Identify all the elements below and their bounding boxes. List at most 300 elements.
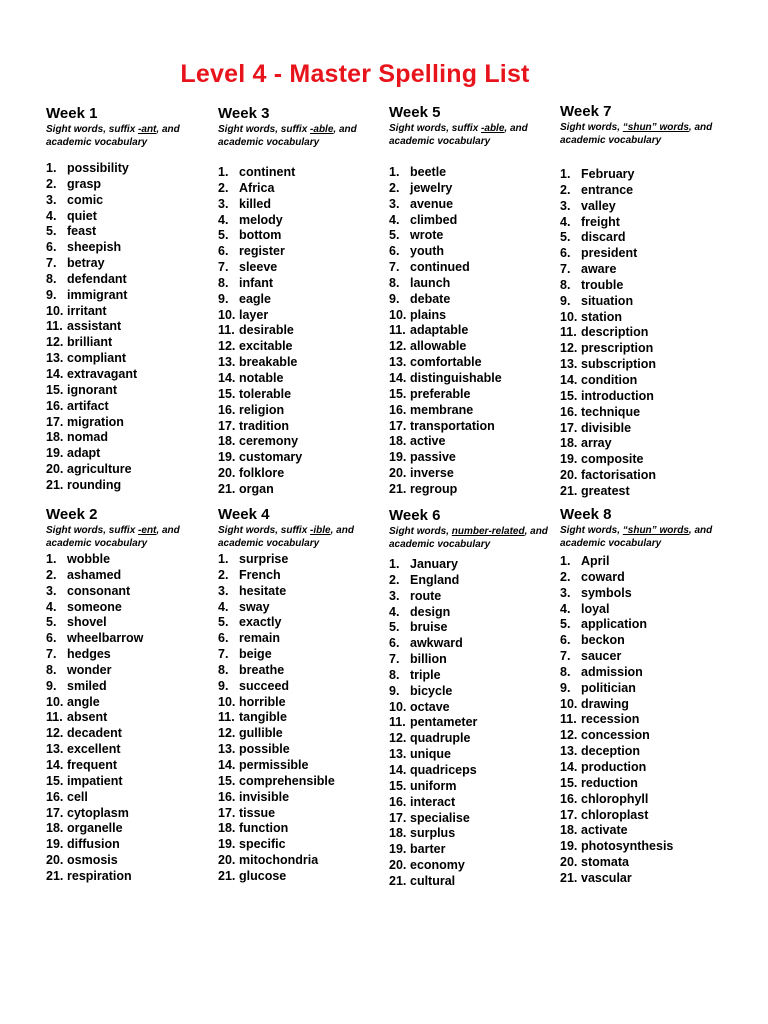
word-text: coward (581, 569, 625, 584)
word-number: 3. (389, 196, 400, 211)
word-number: 2. (218, 180, 229, 195)
word-number: 12. (218, 339, 236, 354)
word-item (46, 256, 218, 272)
word-text: prescription (581, 341, 654, 356)
word-item (46, 695, 218, 711)
word-item (389, 811, 561, 827)
word-item (560, 649, 732, 665)
word-number: 8. (560, 277, 571, 292)
word-number: 5. (560, 617, 571, 632)
week-subtitle (389, 526, 561, 551)
word-text: unique (410, 747, 451, 762)
word-text: factorisation (581, 468, 657, 483)
word-item (560, 712, 732, 728)
word-number: 2. (560, 569, 571, 584)
page-title: Level 4 - Master Spelling List (180, 60, 530, 88)
word-item (389, 779, 561, 795)
word-number: 2. (46, 567, 57, 582)
word-item (389, 371, 561, 387)
word-item (46, 383, 218, 399)
word-text: bicycle (410, 683, 453, 698)
word-item (46, 430, 218, 446)
word-number: 9. (560, 680, 571, 695)
word-item (218, 323, 390, 339)
word-number: 9. (46, 678, 57, 693)
word-item (389, 573, 561, 589)
word-text: vascular (581, 870, 632, 885)
word-text: symbols (581, 585, 632, 600)
word-number: 20. (46, 853, 64, 868)
word-text: beckon (581, 633, 625, 648)
word-text: quadruple (410, 731, 471, 746)
word-item (560, 341, 732, 357)
word-item (46, 726, 218, 742)
word-item (389, 652, 561, 668)
word-number: 17. (560, 420, 578, 435)
word-text: frequent (67, 757, 117, 772)
word-item (560, 436, 732, 452)
word-number: 19. (560, 452, 578, 467)
word-item (218, 869, 390, 885)
word-item (218, 631, 390, 647)
word-item (389, 339, 561, 355)
word-item (389, 700, 561, 716)
word-item (389, 419, 561, 435)
word-text: surplus (410, 826, 456, 841)
word-item (560, 871, 732, 887)
word-item (560, 808, 732, 824)
word-item (389, 213, 561, 229)
word-text: osmosis (67, 853, 118, 868)
word-item (560, 468, 732, 484)
subtitle-part: number-related (451, 526, 525, 537)
word-text: remain (239, 631, 280, 646)
word-text: sleeve (239, 260, 278, 275)
word-text: adaptable (410, 323, 469, 338)
word-number: 15. (560, 775, 578, 790)
word-number: 11. (560, 712, 577, 727)
word-number: 17. (389, 418, 407, 433)
word-item (218, 292, 390, 308)
subtitle-part: , and academic vocabulary (560, 525, 713, 549)
word-text: saucer (581, 649, 622, 664)
word-text: drawing (581, 696, 629, 711)
word-number: 11. (46, 710, 63, 725)
week-title: Week 2 (46, 506, 98, 523)
word-number: 5. (46, 615, 57, 630)
word-text: technique (581, 404, 641, 419)
word-text: politician (581, 680, 636, 695)
word-item (560, 776, 732, 792)
word-number: 21. (218, 868, 236, 883)
word-item (218, 806, 390, 822)
word-text: respiration (67, 868, 132, 883)
word-text: comfortable (410, 355, 482, 370)
word-number: 15. (560, 388, 578, 403)
word-text: uniform (410, 778, 457, 793)
word-item (46, 647, 218, 663)
word-number: 6. (389, 244, 400, 259)
word-number: 4. (389, 212, 400, 227)
word-text: function (239, 821, 289, 836)
word-text: discard (581, 230, 626, 245)
subtitle-part: , and academic vocabulary (218, 124, 357, 148)
word-number: 18. (560, 436, 578, 451)
word-item (389, 715, 561, 731)
word-list (389, 557, 561, 890)
word-item (46, 288, 218, 304)
word-text: England (410, 572, 460, 587)
word-text: hesitate (239, 583, 287, 598)
word-item (389, 482, 561, 498)
word-text: absent (67, 710, 108, 725)
word-text: deception (581, 744, 641, 759)
word-item (46, 177, 218, 193)
word-item (46, 821, 218, 837)
word-number: 14. (560, 759, 578, 774)
word-number: 13. (389, 355, 407, 370)
word-number: 14. (389, 370, 407, 385)
word-item (218, 387, 390, 403)
word-number: 7. (46, 256, 57, 271)
subtitle-part: Sight words, (560, 525, 623, 536)
word-text: surprise (239, 552, 289, 566)
word-number: 6. (560, 633, 571, 648)
word-item (46, 600, 218, 616)
word-item (46, 161, 218, 177)
word-number: 20. (560, 855, 578, 870)
word-item (46, 584, 218, 600)
word-number: 12. (46, 335, 64, 350)
word-number: 18. (389, 826, 407, 841)
word-number: 12. (218, 726, 236, 741)
word-text: president (581, 246, 638, 261)
word-list (560, 554, 732, 887)
word-text: application (581, 617, 647, 632)
word-number: 20. (560, 468, 578, 483)
word-number: 2. (218, 567, 229, 582)
word-item (389, 308, 561, 324)
word-number: 19. (389, 450, 407, 465)
word-item (46, 615, 218, 631)
word-item (218, 758, 390, 774)
word-item (389, 450, 561, 466)
word-text: tradition (239, 418, 289, 433)
word-number: 14. (46, 757, 64, 772)
word-item (46, 552, 218, 568)
word-text: nomad (67, 430, 108, 445)
word-text: chloroplast (581, 807, 649, 822)
word-number: 5. (218, 615, 229, 630)
word-text: invisible (239, 789, 290, 804)
word-number: 14. (218, 757, 236, 772)
word-item (389, 747, 561, 763)
word-item (560, 855, 732, 871)
word-item (46, 240, 218, 256)
word-text: passive (410, 450, 456, 465)
word-text: grasp (67, 176, 102, 191)
word-text: quiet (67, 208, 97, 223)
word-item (46, 272, 218, 288)
word-text: reduction (581, 775, 638, 790)
word-item (560, 617, 732, 633)
word-text: launch (410, 275, 451, 290)
word-text: customary (239, 450, 303, 465)
word-item (46, 193, 218, 209)
word-item (560, 744, 732, 760)
word-text: route (410, 588, 442, 603)
word-item (218, 276, 390, 292)
word-item (560, 389, 732, 405)
word-number: 1. (46, 161, 57, 175)
word-item (218, 228, 390, 244)
word-item (389, 795, 561, 811)
subtitle-part: , and academic vocabulary (389, 123, 528, 147)
word-text: permissible (239, 757, 309, 772)
word-number: 10. (389, 307, 407, 322)
word-number: 8. (389, 667, 400, 682)
word-item (560, 602, 732, 618)
word-item (389, 589, 561, 605)
word-item (218, 774, 390, 790)
word-text: youth (410, 244, 445, 259)
word-item (389, 763, 561, 779)
word-number: 21. (560, 870, 578, 885)
word-text: introduction (581, 388, 654, 403)
word-number: 17. (389, 810, 407, 825)
word-number: 2. (560, 182, 571, 197)
word-number: 9. (389, 683, 400, 698)
word-text: shovel (67, 615, 107, 630)
word-item (46, 663, 218, 679)
word-text: stomata (581, 855, 629, 870)
word-item (218, 482, 390, 498)
word-number: 21. (389, 873, 407, 888)
word-number: 16. (46, 789, 64, 804)
word-text: economy (410, 858, 465, 873)
word-text: Africa (239, 180, 275, 195)
word-item (389, 260, 561, 276)
word-number: 14. (218, 370, 236, 385)
word-text: infant (239, 275, 274, 290)
word-text: consonant (67, 583, 131, 598)
word-number: 21. (46, 477, 64, 492)
word-number: 6. (46, 240, 57, 255)
week-subtitle (560, 525, 732, 550)
word-number: 13. (389, 747, 407, 762)
word-number: 7. (218, 260, 229, 275)
word-text: array (581, 436, 612, 451)
subtitle-part: Sight words, suffix (218, 525, 311, 536)
week-subtitle (218, 525, 390, 550)
word-number: 16. (560, 404, 578, 419)
word-number: 8. (46, 271, 57, 286)
word-text: awkward (410, 636, 463, 651)
word-number: 17. (218, 418, 236, 433)
word-text: jewelry (410, 180, 453, 195)
word-text: assistant (67, 319, 122, 334)
word-number: 19. (389, 842, 407, 857)
word-number: 8. (46, 662, 57, 677)
word-text: someone (67, 599, 122, 614)
week-8-block (560, 506, 732, 887)
word-text: compliant (67, 351, 127, 366)
word-text: specific (239, 837, 286, 852)
word-text: rounding (67, 477, 122, 492)
word-number: 17. (46, 414, 64, 429)
word-item (46, 319, 218, 335)
word-item (46, 415, 218, 431)
word-text: ashamed (67, 567, 122, 582)
word-item (560, 246, 732, 262)
word-text: irritant (67, 303, 107, 318)
word-text: migration (67, 414, 124, 429)
word-text: transportation (410, 418, 495, 433)
word-text: organ (239, 481, 274, 496)
word-number: 20. (389, 858, 407, 873)
word-number: 9. (389, 291, 400, 306)
word-item (218, 419, 390, 435)
word-text: comprehensible (239, 773, 335, 788)
word-number: 4. (560, 214, 571, 229)
word-number: 7. (560, 262, 571, 277)
word-number: 21. (46, 868, 64, 883)
word-number: 4. (560, 601, 571, 616)
word-item (389, 826, 561, 842)
word-text: admission (581, 664, 643, 679)
word-item (389, 731, 561, 747)
word-text: glucose (239, 868, 287, 883)
week-7-block (560, 103, 732, 500)
word-number: 7. (560, 649, 571, 664)
word-number: 12. (560, 728, 578, 743)
word-item (389, 276, 561, 292)
word-item (218, 403, 390, 419)
word-text: February (581, 167, 635, 181)
word-item (218, 837, 390, 853)
week-subtitle (560, 122, 732, 147)
word-number: 19. (560, 839, 578, 854)
word-text: tissue (239, 805, 276, 820)
word-item (218, 710, 390, 726)
word-text: tangible (239, 710, 287, 725)
word-number: 15. (389, 778, 407, 793)
word-number: 8. (389, 275, 400, 290)
word-item (560, 215, 732, 231)
word-number: 16. (218, 402, 236, 417)
word-item (46, 568, 218, 584)
word-number: 3. (46, 583, 57, 598)
word-item (218, 821, 390, 837)
word-text: activate (581, 823, 628, 838)
word-number: 8. (218, 275, 229, 290)
word-number: 18. (389, 434, 407, 449)
word-item (46, 478, 218, 494)
word-text: extravagant (67, 366, 138, 381)
word-item (389, 181, 561, 197)
word-number: 4. (389, 604, 400, 619)
subtitle-part: -able (310, 124, 334, 135)
word-text: French (239, 567, 281, 582)
week-title: Week 4 (218, 506, 270, 523)
word-text: feast (67, 224, 97, 239)
subtitle-part: Sight words, (560, 122, 623, 133)
word-item (389, 874, 561, 890)
word-number: 15. (218, 386, 236, 401)
word-item (389, 684, 561, 700)
word-number: 1. (46, 552, 57, 566)
subtitle-part: Sight words, suffix (46, 525, 139, 536)
word-text: membrane (410, 402, 474, 417)
word-number: 16. (389, 794, 407, 809)
word-number: 16. (389, 402, 407, 417)
subtitle-part: Sight words, suffix (218, 124, 311, 135)
word-number: 13. (218, 355, 236, 370)
word-text: mitochondria (239, 853, 319, 868)
word-item (218, 679, 390, 695)
word-number: 16. (218, 789, 236, 804)
word-number: 8. (560, 664, 571, 679)
word-number: 10. (46, 694, 64, 709)
word-number: 10. (46, 303, 64, 318)
word-item (218, 552, 390, 568)
word-text: sheepish (67, 240, 122, 255)
word-item (560, 278, 732, 294)
week-4-block (218, 506, 390, 885)
word-item (560, 681, 732, 697)
subtitle-part: , and academic vocabulary (560, 122, 713, 146)
word-text: trouble (581, 277, 624, 292)
word-item (218, 663, 390, 679)
word-item (46, 806, 218, 822)
word-number: 19. (218, 450, 236, 465)
word-text: folklore (239, 466, 285, 481)
word-number: 21. (560, 483, 578, 498)
word-number: 15. (46, 773, 64, 788)
word-item (560, 839, 732, 855)
word-text: defendant (67, 271, 127, 286)
word-item (46, 224, 218, 240)
word-text: entrance (581, 182, 634, 197)
word-text: freight (581, 214, 620, 229)
word-number: 19. (46, 837, 64, 852)
word-number: 11. (389, 715, 406, 730)
week-3-block (218, 105, 390, 498)
word-number: 15. (46, 382, 64, 397)
word-number: 12. (560, 341, 578, 356)
subtitle-part: “shun” words (622, 525, 689, 536)
word-text: plains (410, 307, 447, 322)
word-text: beige (239, 647, 272, 662)
word-text: quadriceps (410, 762, 477, 777)
word-text: barter (410, 842, 446, 857)
word-text: concession (581, 728, 650, 743)
word-item (389, 165, 561, 181)
word-text: angle (67, 694, 100, 709)
word-item (389, 323, 561, 339)
week-title: Week 8 (560, 506, 612, 523)
word-item (218, 434, 390, 450)
word-item (218, 371, 390, 387)
word-number: 11. (46, 319, 63, 334)
word-item (560, 760, 732, 776)
subtitle-part: -able (481, 123, 505, 134)
week-title: Week 6 (389, 507, 441, 524)
word-item (560, 230, 732, 246)
word-text: ceremony (239, 434, 299, 449)
word-number: 15. (389, 386, 407, 401)
word-item (218, 339, 390, 355)
